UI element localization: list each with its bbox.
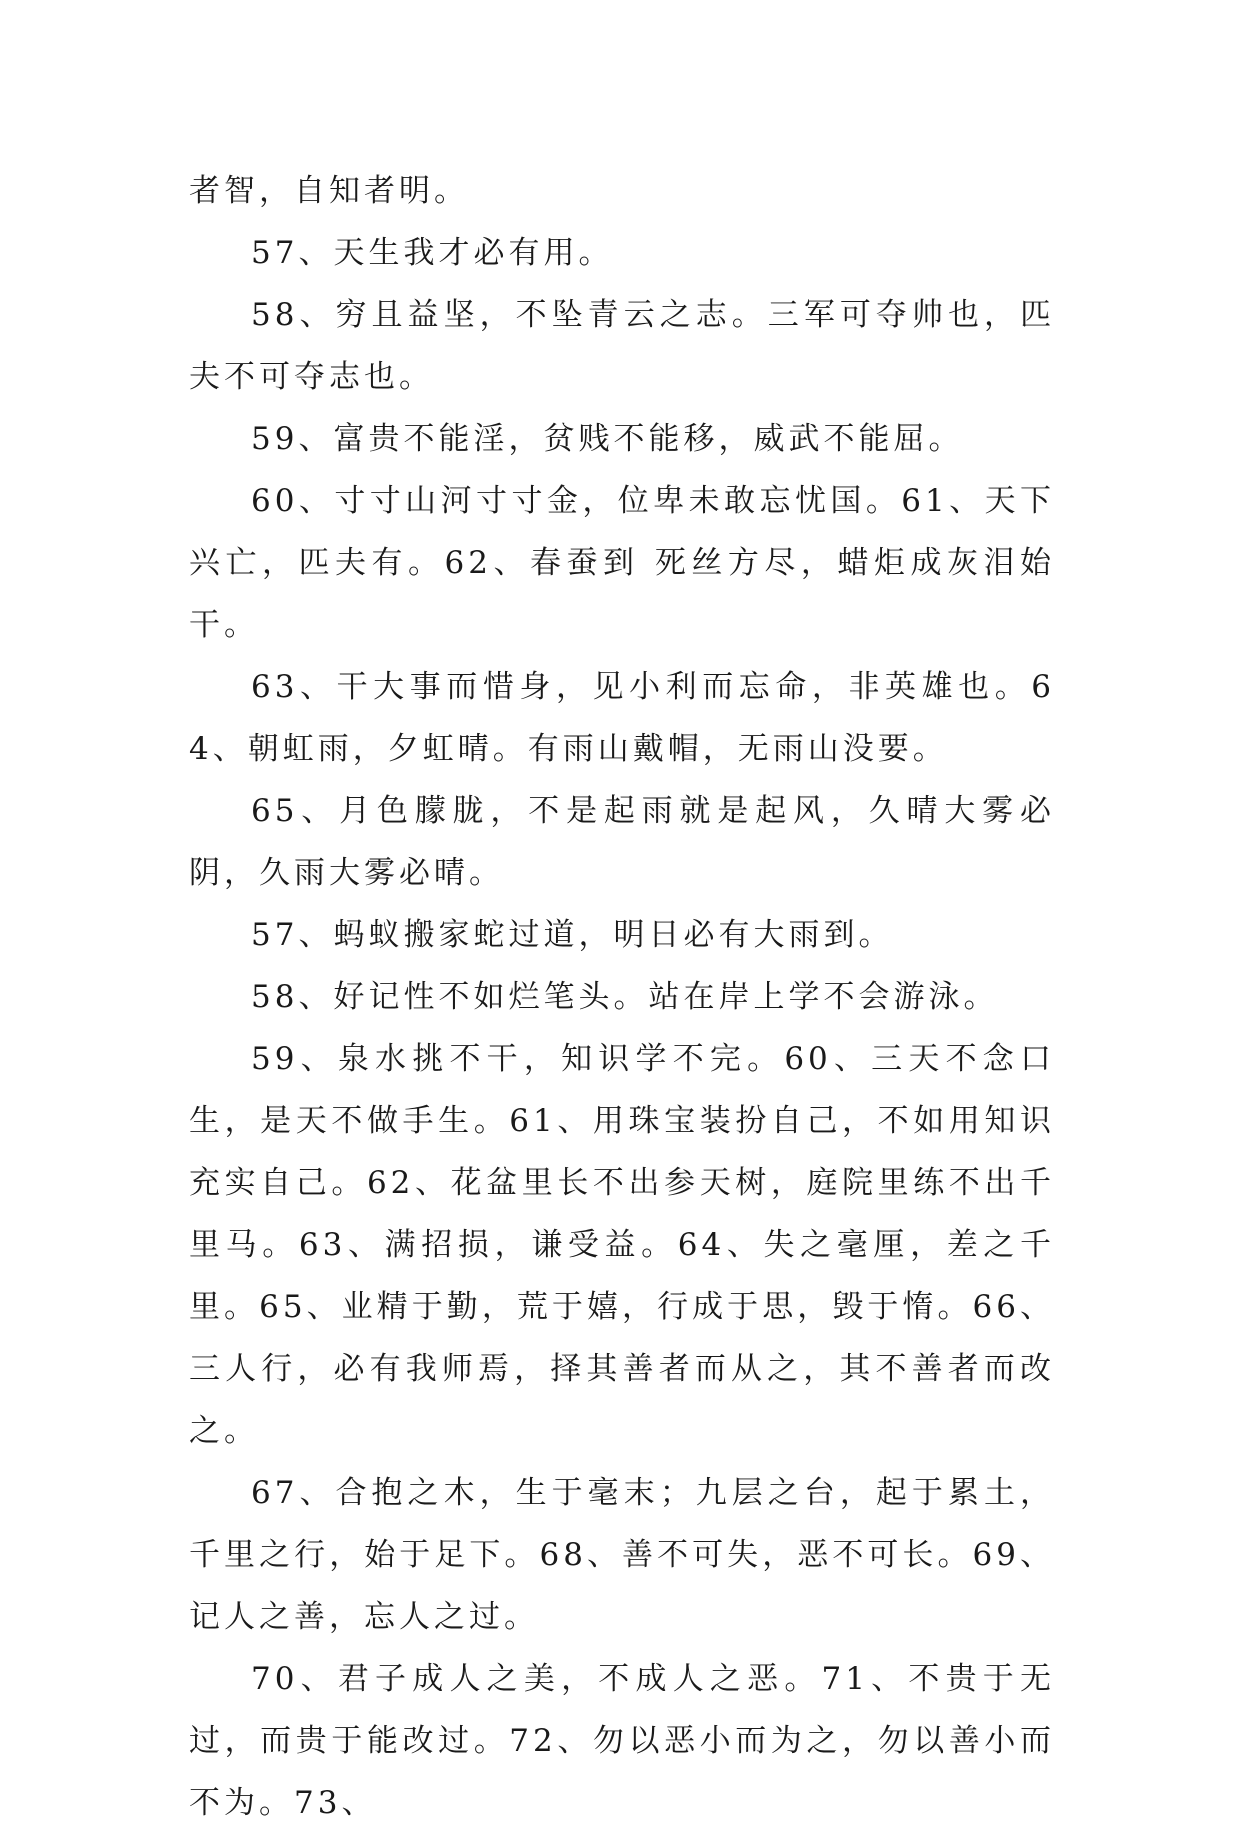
paragraph-11: 67、合抱之木，生于毫末；九层之台，起于累土，千里之行，始于足下。68、善不可失，恶不可长。69、记人之善，忘人之过。 <box>189 1475 1055 1635</box>
paragraph-4: 59、富贵不能淫，贫贱不能移，威武不能屈。 <box>251 421 964 457</box>
paragraph-12: 70、君子成人之美，不成人之恶。71、不贵于无过，而贵于能改过。72、勿以恶小而为之，勿以善小而不为。73、 <box>189 1661 1055 1821</box>
paragraph-9: 58、好记性不如烂笔头。站在岸上学不会游泳。 <box>251 979 999 1015</box>
paragraph-1: 者智，自知者明。 <box>189 173 469 209</box>
paragraph-7: 65、月色朦胧，不是起雨就是起风，久晴大雾必阴，久雨大雾必晴。 <box>189 793 1055 891</box>
paragraph-2: 57、天生我才必有用。 <box>251 235 614 271</box>
paragraph-5: 60、寸寸山河寸寸金，位卑未敢忘忧国。61、天下兴亡，匹夫有。62、春蚕到 死丝方尽，蜡炬成灰泪始干。 <box>189 483 1055 643</box>
paragraph-6: 63、干大事而惜身，见小利而忘命，非英雄也。64、朝虹雨，夕虹晴。有雨山戴帽，无雨山没要。 <box>189 669 1055 767</box>
document-page <box>189 160 1055 1834</box>
paragraph-8: 57、蚂蚁搬家蛇过道，明日必有大雨到。 <box>251 917 894 953</box>
paragraph-3: 58、穷且益坚，不坠青云之志。三军可夺帅也，匹夫不可夺志也。 <box>189 297 1055 395</box>
paragraph-10: 59、泉水挑不干，知识学不完。60、三天不念口生，是天不做手生。61、用珠宝装扮自己，不如用知识充实自己。62、花盆里长不出参天树，庭院里练不出千里马。63、满招损，谦受益。64、失之毫厘，差之千里。65、业精于勤，荒于嬉，行成于思，毁于惰。66、三人行，必有我师焉，择其善者而从之，其不善者而改之。 <box>189 1041 1055 1449</box>
